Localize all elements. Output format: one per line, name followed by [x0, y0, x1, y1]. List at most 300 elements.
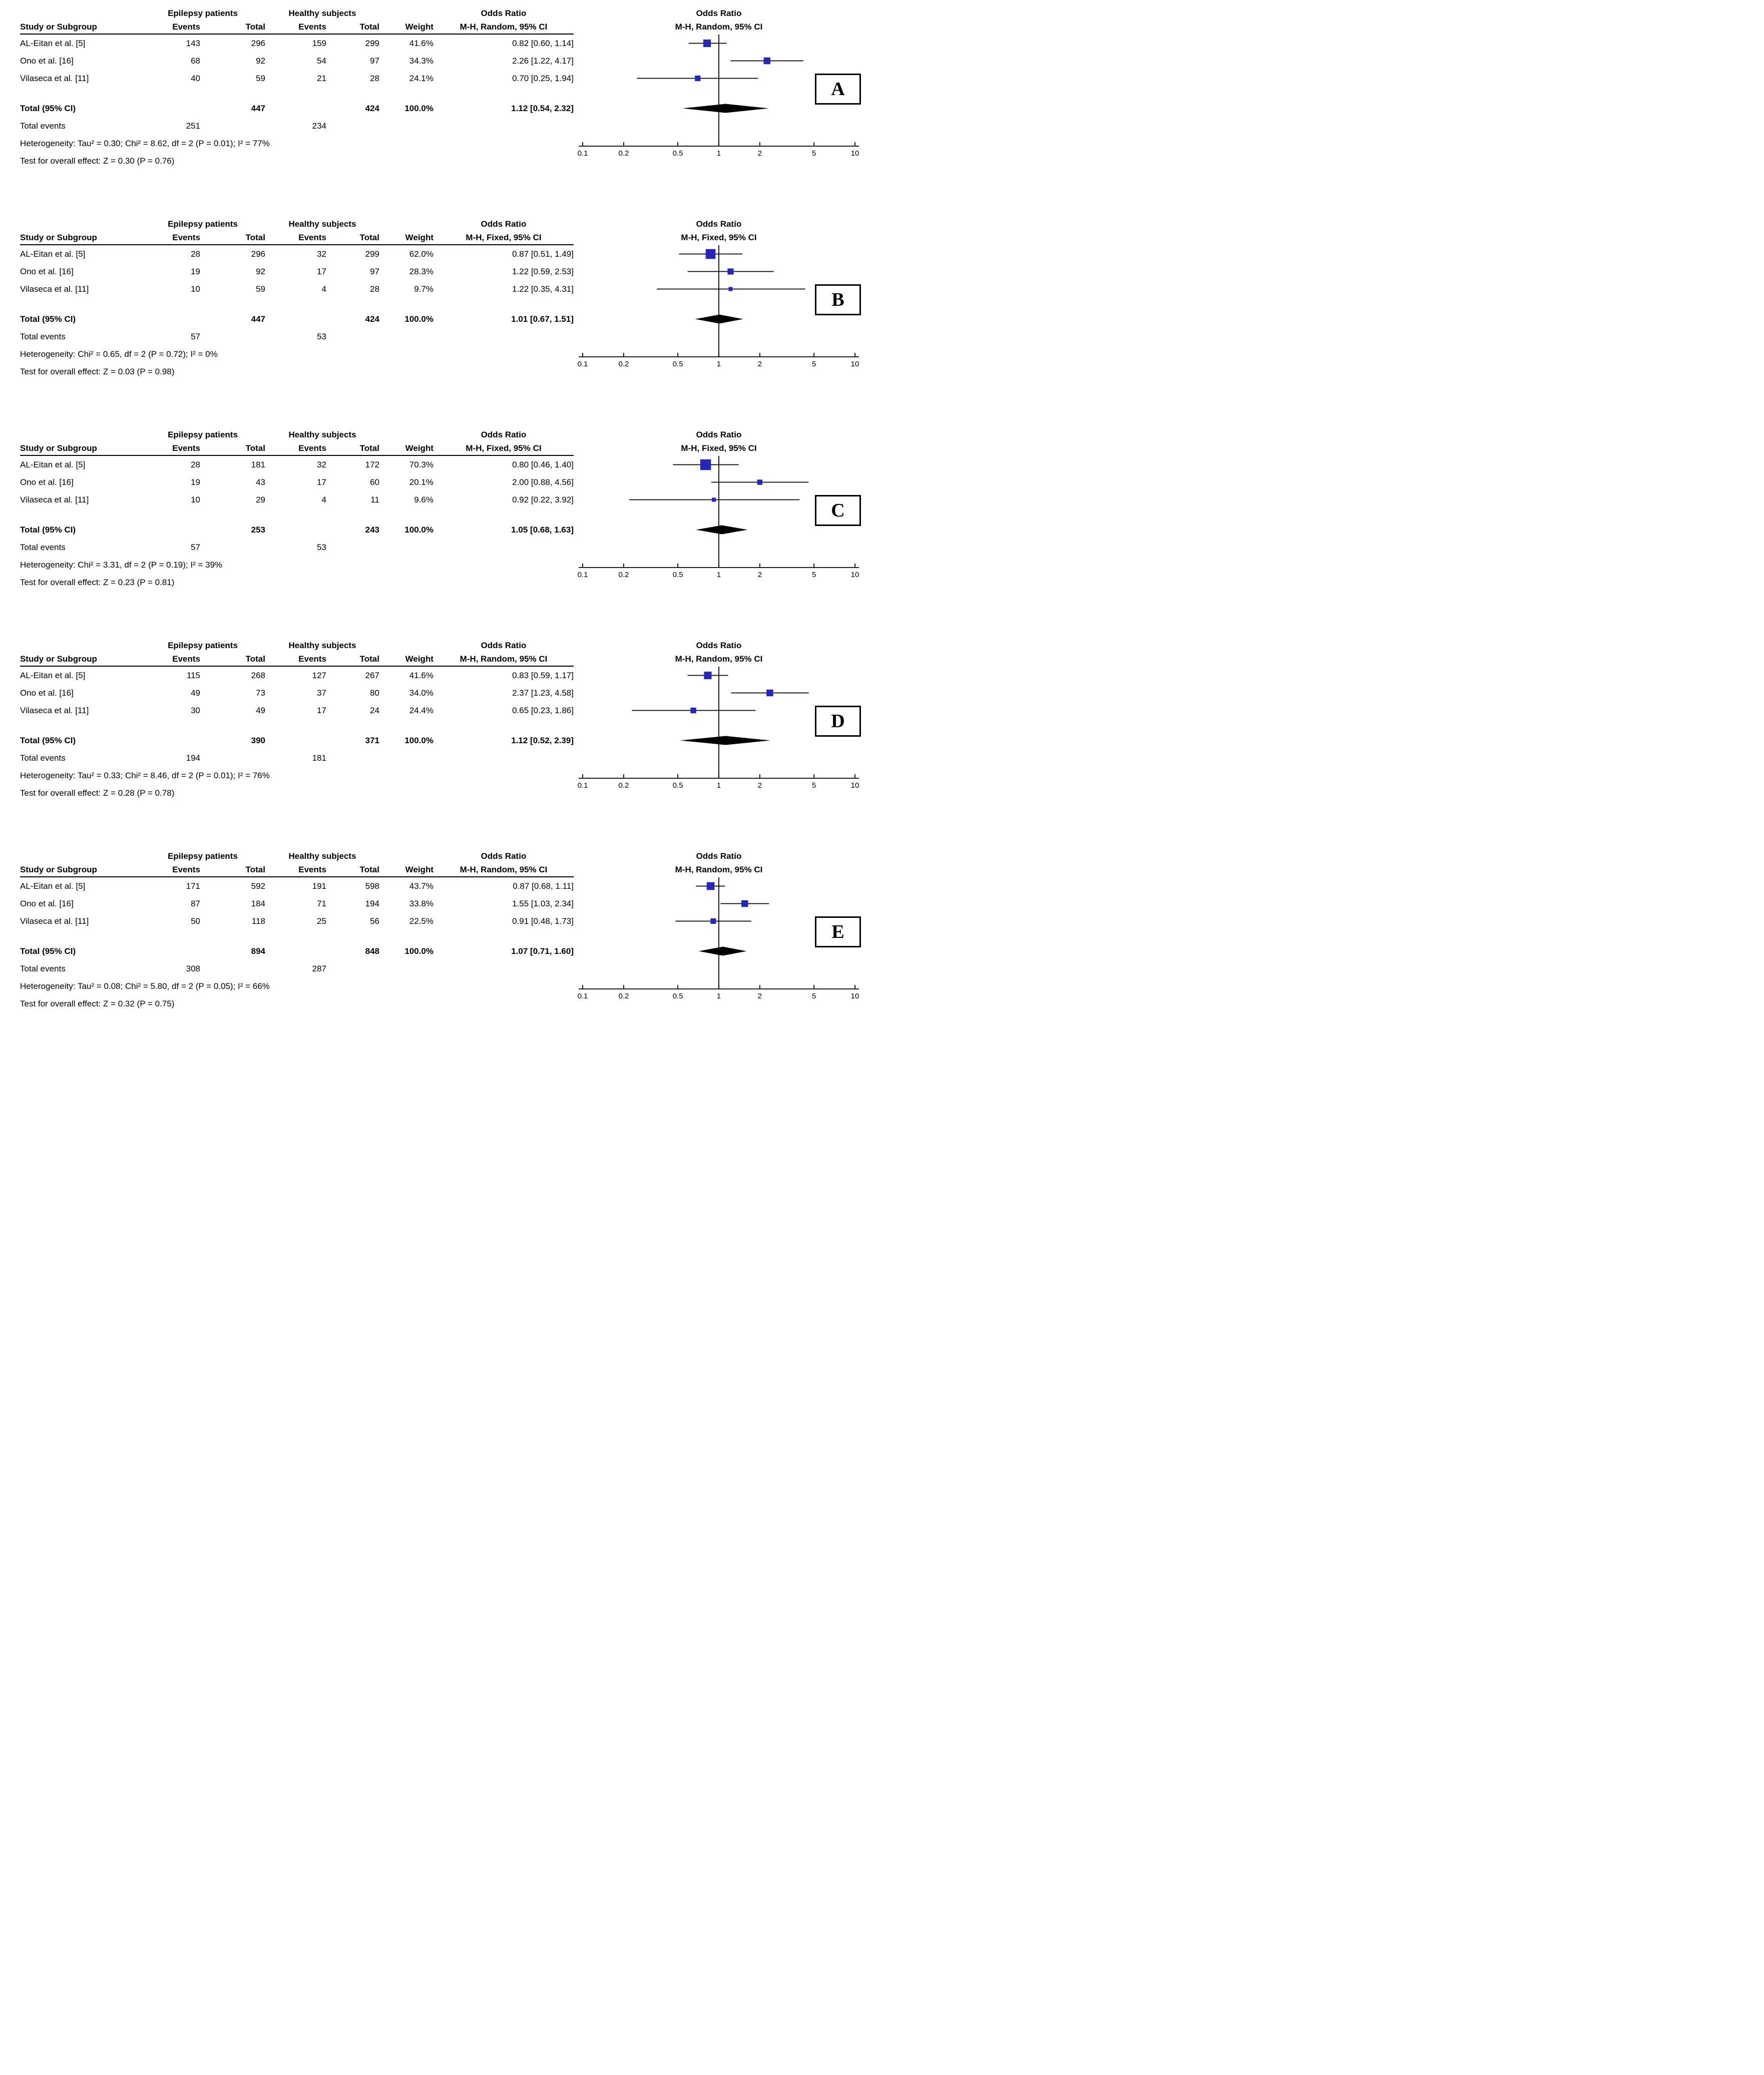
- study-total2: 56: [370, 916, 379, 926]
- total1-column-header: Total: [200, 441, 265, 456]
- study-or-ci: 0.82 [0.60, 1.14]: [512, 39, 574, 48]
- total-events2: 234: [312, 121, 326, 131]
- spacer-cell: [379, 749, 433, 767]
- total1-column-header: Total: [200, 652, 265, 667]
- effect-square: [712, 497, 716, 501]
- total-total1: 894: [251, 946, 265, 956]
- study-total1: 92: [256, 267, 265, 276]
- study-total2: 97: [370, 56, 379, 66]
- study-name: Vilaseca et al. [11]: [20, 706, 89, 715]
- total-events2: 287: [312, 964, 326, 973]
- spacer-cell: [379, 850, 433, 862]
- total-or-ci: 1.12 [0.54, 2.32]: [511, 104, 574, 113]
- study-events2: 17: [317, 706, 326, 715]
- forest-table: [20, 850, 574, 1012]
- study-events1: 49: [191, 688, 200, 698]
- study-column-header: Study or Subgroup: [20, 20, 140, 35]
- spacer-cell: [379, 7, 433, 20]
- study-events2: 54: [317, 56, 326, 66]
- pooled-diamond: [695, 315, 743, 324]
- model-column-header: M-H, Random, 95% CI: [433, 862, 574, 877]
- study-weight: 41.6%: [409, 671, 433, 680]
- group-header-healthy: Healthy subjects: [288, 641, 356, 650]
- spacer-row: [20, 508, 574, 521]
- spacer-cell: [200, 539, 265, 556]
- study-events1: 28: [191, 249, 200, 259]
- study-events1: 19: [191, 267, 200, 276]
- x-axis-tick-label: 0.2: [618, 781, 629, 790]
- effect-square: [704, 672, 711, 679]
- plot-subtitle: M-H, Random, 95% CI: [675, 22, 763, 32]
- study-or-ci: 1.22 [0.35, 4.31]: [512, 284, 574, 294]
- total-events-label: Total events: [20, 332, 66, 341]
- x-axis-tick-label: 0.2: [618, 571, 629, 579]
- spacer-cell: [140, 310, 200, 328]
- panel-label-box: [815, 706, 861, 737]
- x-axis-tick-label: 0.1: [577, 781, 588, 790]
- heterogeneity-text: Heterogeneity: Tau² = 0.33; Chi² = 8.46, df = 2 (P = 0.01); I² = 76%: [20, 771, 270, 780]
- x-axis-tick-label: 10: [850, 360, 859, 368]
- x-axis-tick-label: 2: [757, 360, 762, 368]
- x-axis-tick-label: 10: [850, 149, 859, 158]
- panel-label-box: [815, 495, 861, 526]
- forest-panel: [0, 639, 882, 802]
- study-weight: 20.1%: [409, 477, 433, 487]
- forest-table: [20, 218, 574, 380]
- spacer-cell: [379, 328, 433, 345]
- total-weight: 100.0%: [404, 525, 433, 535]
- study-events2: 4: [321, 495, 326, 504]
- total-label: Total (95% CI): [20, 314, 76, 324]
- study-weight: 22.5%: [409, 916, 433, 926]
- study-total1: 268: [251, 671, 265, 680]
- study-total1: 59: [256, 74, 265, 83]
- effect-square: [728, 287, 732, 291]
- study-name: AL-Eitan et al. [5]: [20, 881, 86, 891]
- pooled-diamond: [682, 104, 768, 113]
- study-total1: 118: [251, 916, 265, 926]
- study-total2: 11: [370, 495, 379, 504]
- spacer-cell: [326, 328, 379, 345]
- study-events2: 32: [317, 249, 326, 259]
- x-axis-tick-label: 0.5: [672, 149, 683, 158]
- total2-column-header: Total: [326, 230, 379, 245]
- x-axis-tick-label: 0.1: [577, 992, 588, 1000]
- study-or-ci: 0.70 [0.25, 1.94]: [512, 74, 574, 83]
- study-name: AL-Eitan et al. [5]: [20, 460, 86, 469]
- x-axis-tick-label: 1: [716, 992, 721, 1000]
- spacer-cell: [20, 7, 140, 20]
- x-axis-tick-label: 5: [811, 781, 816, 790]
- total-label: Total (95% CI): [20, 104, 76, 113]
- pooled-diamond: [699, 947, 747, 956]
- study-events1: 30: [191, 706, 200, 715]
- effect-square: [710, 918, 716, 924]
- panel-label-box: [815, 74, 861, 105]
- panel-label-box: [815, 284, 861, 315]
- heterogeneity-text: Heterogeneity: Chi² = 0.65, df = 2 (P = 0.72); I² = 0%: [20, 349, 218, 359]
- forest-panel: [0, 428, 882, 591]
- study-weight: 62.0%: [409, 249, 433, 259]
- plot-subtitle: M-H, Random, 95% CI: [675, 654, 763, 664]
- spacer-cell: [140, 732, 200, 749]
- forest-table: [20, 7, 574, 170]
- odds-ratio-column-header: Odds Ratio: [481, 430, 527, 439]
- weight-column-header: Weight: [379, 20, 433, 35]
- events2-column-header: Events: [265, 862, 326, 877]
- x-axis-tick-label: 5: [811, 992, 816, 1000]
- spacer-cell: [140, 942, 200, 960]
- forest-table: [20, 428, 574, 591]
- total-events-label: Total events: [20, 121, 66, 131]
- study-events2: 191: [312, 881, 326, 891]
- x-axis-tick-label: 2: [757, 571, 762, 579]
- heterogeneity-text: Heterogeneity: Tau² = 0.08; Chi² = 5.80, df = 2 (P = 0.05); I² = 66%: [20, 981, 270, 991]
- effect-square: [741, 900, 748, 907]
- weight-column-header: Weight: [379, 441, 433, 456]
- effect-square: [757, 479, 762, 484]
- study-or-ci: 0.83 [0.59, 1.17]: [512, 671, 574, 680]
- group-header-epilepsy: Epilepsy patients: [168, 430, 238, 439]
- total-events2: 53: [317, 332, 326, 341]
- study-events2: 25: [317, 916, 326, 926]
- study-events1: 19: [191, 477, 200, 487]
- study-events2: 159: [312, 39, 326, 48]
- study-total1: 73: [256, 688, 265, 698]
- study-or-ci: 2.37 [1.23, 4.58]: [512, 688, 574, 698]
- forest-table: [20, 639, 574, 802]
- study-events2: 17: [317, 477, 326, 487]
- study-total1: 59: [256, 284, 265, 294]
- heterogeneity-text: Heterogeneity: Chi² = 3.31, df = 2 (P = 0.19); I² = 39%: [20, 560, 223, 570]
- plot-subtitle: M-H, Fixed, 95% CI: [681, 443, 757, 453]
- spacer-row: [20, 87, 574, 100]
- plot-title: Odds Ratio: [696, 9, 742, 18]
- x-axis-tick-label: 10: [850, 571, 859, 579]
- spacer-cell: [265, 942, 326, 960]
- study-total2: 60: [370, 477, 379, 487]
- x-axis-tick-label: 0.1: [577, 571, 588, 579]
- odds-ratio-column-header: Odds Ratio: [481, 9, 527, 18]
- group-header-healthy: Healthy subjects: [288, 851, 356, 861]
- spacer-row: [20, 719, 574, 732]
- total-events1: 57: [191, 332, 200, 341]
- x-axis-tick-label: 0.5: [672, 781, 683, 790]
- spacer-cell: [265, 732, 326, 749]
- forest-panel: [0, 7, 882, 170]
- spacer-cell: [140, 521, 200, 539]
- x-axis-tick-label: 10: [850, 992, 859, 1000]
- events1-column-header: Events: [140, 862, 200, 877]
- study-total2: 267: [365, 671, 379, 680]
- spacer-cell: [379, 539, 433, 556]
- study-total2: 598: [365, 881, 379, 891]
- study-weight: 43.7%: [409, 881, 433, 891]
- total2-column-header: Total: [326, 652, 379, 667]
- panel-label-box: [815, 916, 861, 947]
- spacer-cell: [265, 310, 326, 328]
- effect-square: [707, 882, 715, 890]
- total1-column-header: Total: [200, 20, 265, 35]
- model-column-header: M-H, Random, 95% CI: [433, 20, 574, 35]
- group-header-epilepsy: Epilepsy patients: [168, 9, 238, 18]
- forest-plots-figure: [0, 0, 882, 1035]
- study-events2: 71: [317, 899, 326, 908]
- spacer-cell: [433, 328, 574, 345]
- spacer-cell: [326, 539, 379, 556]
- x-axis-tick-label: 5: [811, 149, 816, 158]
- plot-subtitle: M-H, Random, 95% CI: [675, 865, 763, 874]
- study-name: AL-Eitan et al. [5]: [20, 39, 86, 48]
- x-axis-tick-label: 5: [811, 571, 816, 579]
- study-name: Vilaseca et al. [11]: [20, 284, 89, 294]
- study-name: AL-Eitan et al. [5]: [20, 249, 86, 259]
- study-name: Ono et al. [16]: [20, 56, 74, 66]
- study-events1: 171: [186, 881, 200, 891]
- spacer-cell: [265, 100, 326, 117]
- events1-column-header: Events: [140, 230, 200, 245]
- study-weight: 70.3%: [409, 460, 433, 469]
- study-total1: 181: [251, 460, 265, 469]
- group-header-healthy: Healthy subjects: [288, 219, 356, 229]
- total-weight: 100.0%: [404, 104, 433, 113]
- effect-square: [690, 708, 696, 713]
- study-weight: 34.0%: [409, 688, 433, 698]
- model-column-header: M-H, Fixed, 95% CI: [433, 230, 574, 245]
- study-total2: 194: [365, 899, 379, 908]
- total1-column-header: Total: [200, 230, 265, 245]
- total-weight: 100.0%: [404, 314, 433, 324]
- x-axis-tick-label: 0.1: [577, 360, 588, 368]
- total-events1: 194: [186, 753, 200, 763]
- pooled-diamond: [680, 736, 770, 745]
- total-total2: 848: [365, 946, 379, 956]
- spacer-row: [20, 930, 574, 942]
- forest-panel: [0, 218, 882, 380]
- spacer-cell: [140, 100, 200, 117]
- group-header-epilepsy: Epilepsy patients: [168, 851, 238, 861]
- spacer-cell: [20, 428, 140, 441]
- study-or-ci: 2.26 [1.22, 4.17]: [512, 56, 574, 66]
- study-or-ci: 0.80 [0.46, 1.40]: [512, 460, 574, 469]
- study-events1: 143: [186, 39, 200, 48]
- study-total1: 592: [251, 881, 265, 891]
- study-total1: 296: [251, 249, 265, 259]
- study-events2: 21: [317, 74, 326, 83]
- total-label: Total (95% CI): [20, 946, 76, 956]
- spacer-cell: [265, 521, 326, 539]
- total-total2: 371: [365, 736, 379, 745]
- heterogeneity-text: Heterogeneity: Tau² = 0.30; Chi² = 8.62, df = 2 (P = 0.01); I² = 77%: [20, 139, 270, 148]
- spacer-cell: [326, 749, 379, 767]
- x-axis-tick-label: 0.2: [618, 360, 629, 368]
- x-axis-tick-label: 0.5: [672, 992, 683, 1000]
- study-weight: 24.4%: [409, 706, 433, 715]
- spacer-cell: [326, 117, 379, 135]
- overall-effect-text: Test for overall effect: Z = 0.32 (P = 0.75): [20, 999, 175, 1008]
- total-total2: 243: [365, 525, 379, 535]
- plot-title: Odds Ratio: [696, 851, 742, 861]
- study-total1: 184: [251, 899, 265, 908]
- study-weight: 41.6%: [409, 39, 433, 48]
- spacer-cell: [433, 117, 574, 135]
- overall-effect-text: Test for overall effect: Z = 0.28 (P = 0.78): [20, 788, 175, 798]
- model-column-header: M-H, Fixed, 95% CI: [433, 441, 574, 456]
- events1-column-header: Events: [140, 441, 200, 456]
- study-name: Ono et al. [16]: [20, 477, 74, 487]
- events2-column-header: Events: [265, 441, 326, 456]
- group-header-healthy: Healthy subjects: [288, 9, 356, 18]
- x-axis-tick-label: 10: [850, 781, 859, 790]
- study-events2: 32: [317, 460, 326, 469]
- total-total1: 253: [251, 525, 265, 535]
- overall-effect-text: Test for overall effect: Z = 0.23 (P = 0.81): [20, 578, 175, 587]
- x-axis-tick-label: 1: [716, 571, 721, 579]
- study-events2: 37: [317, 688, 326, 698]
- weight-column-header: Weight: [379, 652, 433, 667]
- x-axis-tick-label: 0.5: [672, 360, 683, 368]
- total-total1: 447: [251, 314, 265, 324]
- odds-ratio-column-header: Odds Ratio: [481, 641, 527, 650]
- study-or-ci: 0.87 [0.51, 1.49]: [512, 249, 574, 259]
- total-events-label: Total events: [20, 543, 66, 552]
- spacer-cell: [20, 850, 140, 862]
- spacer-cell: [379, 960, 433, 977]
- spacer-cell: [433, 960, 574, 977]
- overall-effect-text: Test for overall effect: Z = 0.30 (P = 0.76): [20, 156, 175, 166]
- total-label: Total (95% CI): [20, 736, 76, 745]
- study-total1: 49: [256, 706, 265, 715]
- effect-square: [727, 268, 733, 274]
- total-events1: 251: [186, 121, 200, 131]
- study-or-ci: 0.65 [0.23, 1.86]: [512, 706, 574, 715]
- study-events1: 40: [191, 74, 200, 83]
- study-total2: 299: [365, 249, 379, 259]
- study-events1: 87: [191, 899, 200, 908]
- study-events2: 127: [312, 671, 326, 680]
- effect-square: [695, 76, 700, 81]
- study-name: Ono et al. [16]: [20, 899, 74, 908]
- study-events1: 115: [186, 671, 200, 680]
- total-events2: 53: [317, 543, 326, 552]
- total-events-label: Total events: [20, 753, 66, 763]
- events1-column-header: Events: [140, 20, 200, 35]
- odds-ratio-column-header: Odds Ratio: [481, 851, 527, 861]
- study-column-header: Study or Subgroup: [20, 441, 140, 456]
- spacer-cell: [433, 539, 574, 556]
- effect-square: [700, 459, 711, 470]
- study-name: Vilaseca et al. [11]: [20, 916, 89, 926]
- forest-panel: [0, 850, 882, 1012]
- total-total2: 424: [365, 104, 379, 113]
- study-total1: 29: [256, 495, 265, 504]
- spacer-cell: [379, 117, 433, 135]
- total2-column-header: Total: [326, 862, 379, 877]
- study-events2: 17: [317, 267, 326, 276]
- total-total2: 424: [365, 314, 379, 324]
- study-column-header: Study or Subgroup: [20, 862, 140, 877]
- spacer-row: [20, 298, 574, 310]
- study-weight: 34.3%: [409, 56, 433, 66]
- study-weight: 33.8%: [409, 899, 433, 908]
- study-total1: 43: [256, 477, 265, 487]
- total-or-ci: 1.12 [0.52, 2.39]: [511, 736, 574, 745]
- study-events2: 4: [321, 284, 326, 294]
- study-weight: 9.7%: [414, 284, 433, 294]
- spacer-cell: [379, 639, 433, 652]
- spacer-cell: [433, 749, 574, 767]
- study-total2: 80: [370, 688, 379, 698]
- total-or-ci: 1.07 [0.71, 1.60]: [511, 946, 574, 956]
- spacer-cell: [200, 117, 265, 135]
- panel-label: D: [831, 711, 845, 732]
- events2-column-header: Events: [265, 230, 326, 245]
- events2-column-header: Events: [265, 652, 326, 667]
- study-total2: 28: [370, 284, 379, 294]
- study-total2: 28: [370, 74, 379, 83]
- total-events1: 57: [191, 543, 200, 552]
- total1-column-header: Total: [200, 862, 265, 877]
- plot-subtitle: M-H, Fixed, 95% CI: [681, 233, 757, 242]
- odds-ratio-column-header: Odds Ratio: [481, 219, 527, 229]
- model-column-header: M-H, Random, 95% CI: [433, 652, 574, 667]
- study-name: Ono et al. [16]: [20, 688, 74, 698]
- study-events1: 50: [191, 916, 200, 926]
- events2-column-header: Events: [265, 20, 326, 35]
- study-name: Vilaseca et al. [11]: [20, 74, 89, 83]
- weight-column-header: Weight: [379, 862, 433, 877]
- study-total2: 24: [370, 706, 379, 715]
- total-weight: 100.0%: [404, 946, 433, 956]
- plot-title: Odds Ratio: [696, 430, 742, 439]
- study-column-header: Study or Subgroup: [20, 652, 140, 667]
- plot-title: Odds Ratio: [696, 219, 742, 229]
- study-weight: 28.3%: [409, 267, 433, 276]
- total-events2: 181: [312, 753, 326, 763]
- panel-label: A: [831, 79, 845, 100]
- panel-label: C: [831, 500, 845, 521]
- effect-square: [764, 58, 771, 65]
- total-total1: 447: [251, 104, 265, 113]
- effect-square: [766, 690, 773, 696]
- study-total2: 172: [365, 460, 379, 469]
- study-or-ci: 0.87 [0.68, 1.11]: [513, 881, 574, 891]
- total-or-ci: 1.05 [0.68, 1.63]: [511, 525, 574, 535]
- total-total1: 390: [251, 736, 265, 745]
- x-axis-tick-label: 0.2: [618, 149, 629, 158]
- study-events1: 10: [191, 284, 200, 294]
- events1-column-header: Events: [140, 652, 200, 667]
- study-events1: 10: [191, 495, 200, 504]
- study-or-ci: 1.22 [0.59, 2.53]: [512, 267, 574, 276]
- group-header-epilepsy: Epilepsy patients: [168, 219, 238, 229]
- total-or-ci: 1.01 [0.67, 1.51]: [511, 314, 574, 324]
- study-total2: 299: [365, 39, 379, 48]
- study-or-ci: 0.92 [0.22, 3.92]: [512, 495, 574, 504]
- study-or-ci: 0.91 [0.48, 1.73]: [512, 916, 574, 926]
- total-weight: 100.0%: [404, 736, 433, 745]
- x-axis-tick-label: 0.5: [672, 571, 683, 579]
- total-events1: 308: [186, 964, 200, 973]
- x-axis-tick-label: 5: [811, 360, 816, 368]
- study-total1: 296: [251, 39, 265, 48]
- study-events1: 68: [191, 56, 200, 66]
- spacer-cell: [326, 960, 379, 977]
- spacer-cell: [379, 218, 433, 230]
- overall-effect-text: Test for overall effect: Z = 0.03 (P = 0.98): [20, 367, 175, 376]
- study-name: AL-Eitan et al. [5]: [20, 671, 86, 680]
- total-label: Total (95% CI): [20, 525, 76, 535]
